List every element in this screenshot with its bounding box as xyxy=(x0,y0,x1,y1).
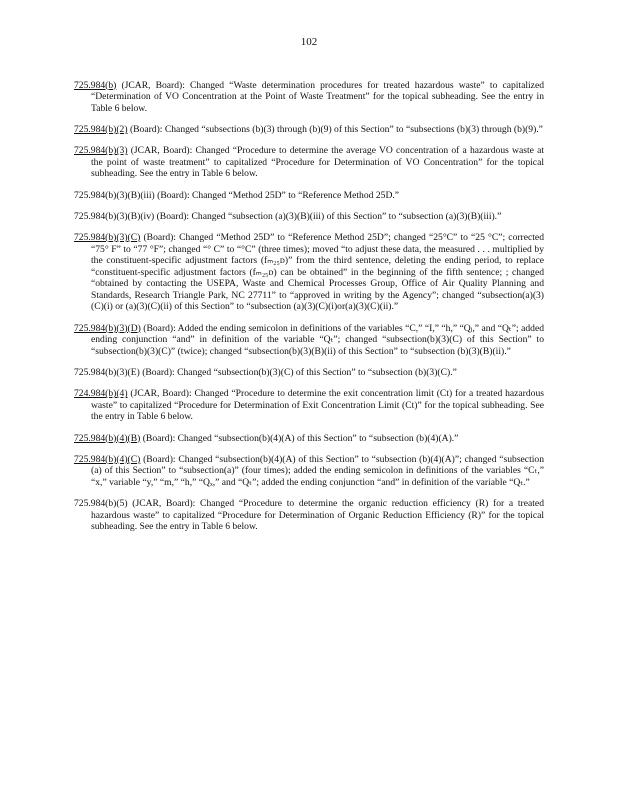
amendment-entry xyxy=(74,190,544,202)
entry-text: (Board): Changed “subsection (a)(3)(B)(iii) of this Section” to “subsection (a)(3)(B)(iii).” xyxy=(154,210,502,222)
entry-text: (Board): Changed “Method 25D” to “Reference Method 25D.” xyxy=(154,189,400,201)
entry-text: (Board): Changed “subsection(b)(3)(C) of this Section” to “subsection (b)(3)(C).” xyxy=(139,367,457,379)
entry-text: (Board): Changed “subsection(b)(4)(A) of this Section” to “subsection (b)(4)(A).” xyxy=(140,432,459,444)
entry-citation: 725.984(b)(3) xyxy=(74,145,128,157)
amendment-entry xyxy=(74,454,544,489)
entry-citation: 725.984(b)(3)(B)(iii) xyxy=(74,189,155,201)
entry-text: (JCAR, Board): Changed “Waste determination procedures for treated hazardous waste” to capitalized “Determination of VO Concentration at the Point of Waste Treatment” for the topical subheading. See the entry in Table 6 below. xyxy=(91,79,544,114)
entry-citation: 725.984(b)(2) xyxy=(74,123,128,135)
amendment-entry xyxy=(74,433,544,445)
entry-text: (Board): Added the ending semicolon in definitions of the variables “C,” “I,” “h,” “Qⱼ,” and “Qₜ”; added ending conjunction “and” in definition of the variable “Qₜ”; changed “subsection(b)(3)(C) of this Section” to “subsection(b)(3)(C)” (twice); changed “subsection(b)(3)(B)(ii) of this Section” to “subsection (b)(3)(B)(ii).” xyxy=(91,322,544,357)
entry-text: (JCAR, Board): Changed “Procedure to determine the exit concentration limit (Ct) for a treated hazardous waste” to capitalized “Procedure for Determination of Exit Concentration Limit (Ct)” for the topical subheading. See the entry in Table 6 below. xyxy=(91,388,544,423)
entry-citation: 724.984(b)(4) xyxy=(74,388,128,400)
entry-text: (JCAR, Board): Changed “Procedure to determine the organic reduction efficiency (R) for a treated hazardous waste” to capitalized “Procedure for Determination of Organic Reduction Efficiency (R)” for the topical subheading. See the entry in Table 6 below. xyxy=(91,498,544,533)
entry-text: (Board): Changed “subsections (b)(3) through (b)(9) of this Section” to “subsections (b)(3) through (b)(9).” xyxy=(127,123,543,135)
entry-citation: 725.984(b) xyxy=(74,79,117,91)
amendment-entries xyxy=(74,70,544,539)
amendment-entry xyxy=(74,232,544,313)
amendment-entry xyxy=(74,124,544,136)
entry-citation: 725.984(b)(3)(E) xyxy=(74,367,140,379)
amendment-entry xyxy=(74,323,544,358)
entry-citation: 725.984(b)(3)(D) xyxy=(74,322,141,334)
entry-citation: 725.984(b)(5) xyxy=(74,498,128,510)
entry-text: (Board): Changed “subsection(b)(4)(A) of this Section” to “subsection (b)(4)(A)”; changed “subsection (a) of this Section” to “subsection(a)” (four times); added the ending semicolon in definitions of the variables “Cₜ,” “x,” variable “y,” “m,” “h,” “Qₓ,” and “Qₜ”; added the ending conjunction “and” in definition of the variable “Qₜ.” xyxy=(91,453,544,488)
entry-text: (Board): Changed “Method 25D” to “Reference Method 25D”; changed “25°C” to “25 °C”; corrected “75° F” to “77 °F”; changed “° C” to “°C” (three times); moved “to adjust these data, the measured . . . multiplied by the constituent-specific adjustment factors (fₘ₂₅ᴅ)” from the third sentence, deleting the ending period, to replace “constituent-specific adjustment factors (fₘ₂₅ᴅ) can be obtained” in the beginning of the fifth sentence; ; changed “obtained by contacting the USEPA, Waste and Chemical Processes Group, Office of Air Quality Planning and Standards, Research Triangle Park, NC 27711” to “approved in writing by the Agency”; changed “subsection(a)(3)(C)(i) or (a)(3)(C)(ii) of this Section” to “subsection (a)(3)(C)(i)or(a)(3)(C)(ii).” xyxy=(91,231,544,313)
amendment-entry xyxy=(74,388,544,423)
amendment-entry xyxy=(74,145,544,180)
entry-text: (JCAR, Board): Changed “Procedure to determine the average VO concentration of a hazardous waste at the point of waste treatment” to capitalized “Procedure for Determination of VO Concentration” for the topical subheading. See the entry in Table 6 below. xyxy=(91,145,544,180)
entry-citation: 725.984(b)(4)(C) xyxy=(74,453,141,465)
page-number: 102 xyxy=(300,36,318,48)
entry-citation: 725.984(b)(3)(C) xyxy=(74,231,141,243)
entry-citation: 725.984(b)(3)(B)(iv) xyxy=(74,210,155,222)
amendment-entry xyxy=(74,498,544,533)
amendment-entry xyxy=(74,211,544,223)
amendment-entry xyxy=(74,80,544,115)
entry-citation: 725.984(b)(4)(B) xyxy=(74,432,141,444)
amendment-entry xyxy=(74,367,544,379)
